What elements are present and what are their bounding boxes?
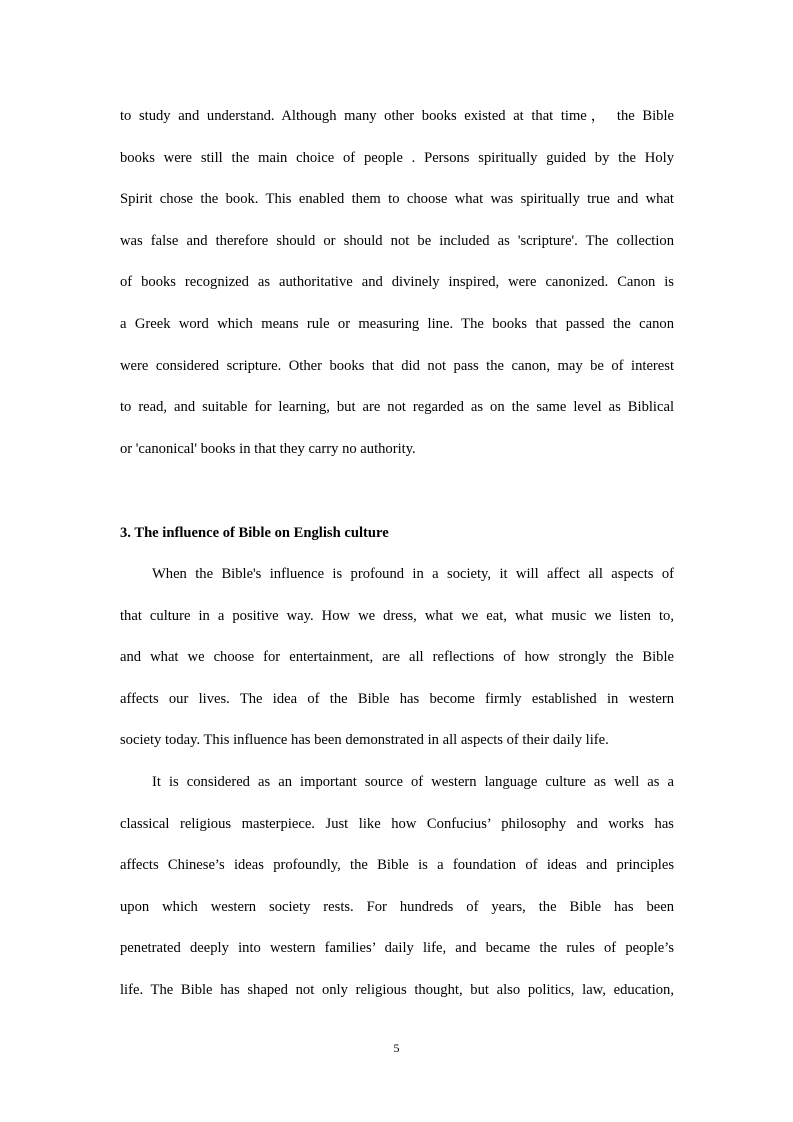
paragraph-line: penetrated deeply into western families’ daily life, and became the rules of people’s [120, 940, 674, 957]
paragraph-line: affects Chinese’s ideas profoundly, the Bible is a foundation of ideas and principles [120, 857, 674, 874]
paragraph-line: affects our lives. The idea of the Bible has become firmly established in western [120, 690, 674, 707]
paragraph-line: Spirit chose the book. This enabled them to choose what was spiritually true and what [120, 191, 674, 208]
paragraph-source [120, 762, 674, 1012]
paragraph-line: It is considered as an important source of western language culture as well as a [152, 774, 674, 790]
paragraph-line: books were still the main choice of people . Persons spiritually guided by the Holy [120, 149, 674, 166]
paragraph-line: life. The Bible has shaped not only religious thought, but also politics, law, education, [120, 981, 674, 998]
paragraph-line: to study and understand. Although many other books existed at that time， the Bible [120, 108, 674, 124]
paragraph-line: of books recognized as authoritative and divinely inspired, were canonized. Canon is [120, 274, 674, 291]
paragraph-line: was false and therefore should or should not be included as 'scripture'. The collection [120, 232, 674, 249]
paragraph-line: When the Bible's influence is profound in a society, it will affect all aspects of [152, 566, 674, 582]
page-number: 5 [393, 1041, 400, 1055]
paragraph-line: to read, and suitable for learning, but are not regarded as on the same level as Biblical [120, 399, 674, 416]
paragraph-influence [120, 554, 674, 762]
paragraph-line: classical religious masterpiece. Just like how Confucius’ philosophy and works has [120, 815, 674, 832]
paragraph-canon [120, 96, 674, 470]
paragraph-line: a Greek word which means rule or measuring line. The books that passed the canon [120, 315, 674, 332]
paragraph-line: and what we choose for entertainment, are all reflections of how strongly the Bible [120, 649, 674, 666]
paragraph-line: upon which western society rests. For hundreds of years, the Bible has been [120, 898, 674, 915]
paragraph-line: or 'canonical' books in that they carry no authority. [120, 440, 416, 457]
paragraph-line: that culture in a positive way. How we dress, what we eat, what music we listen to, [120, 607, 674, 624]
section-heading: 3. The influence of Bible on English culture [120, 525, 389, 541]
paragraph-line: society today. This influence has been demonstrated in all aspects of their daily life. [120, 732, 609, 749]
paragraph-line: were considered scripture. Other books that did not pass the canon, may be of interest [120, 357, 674, 374]
